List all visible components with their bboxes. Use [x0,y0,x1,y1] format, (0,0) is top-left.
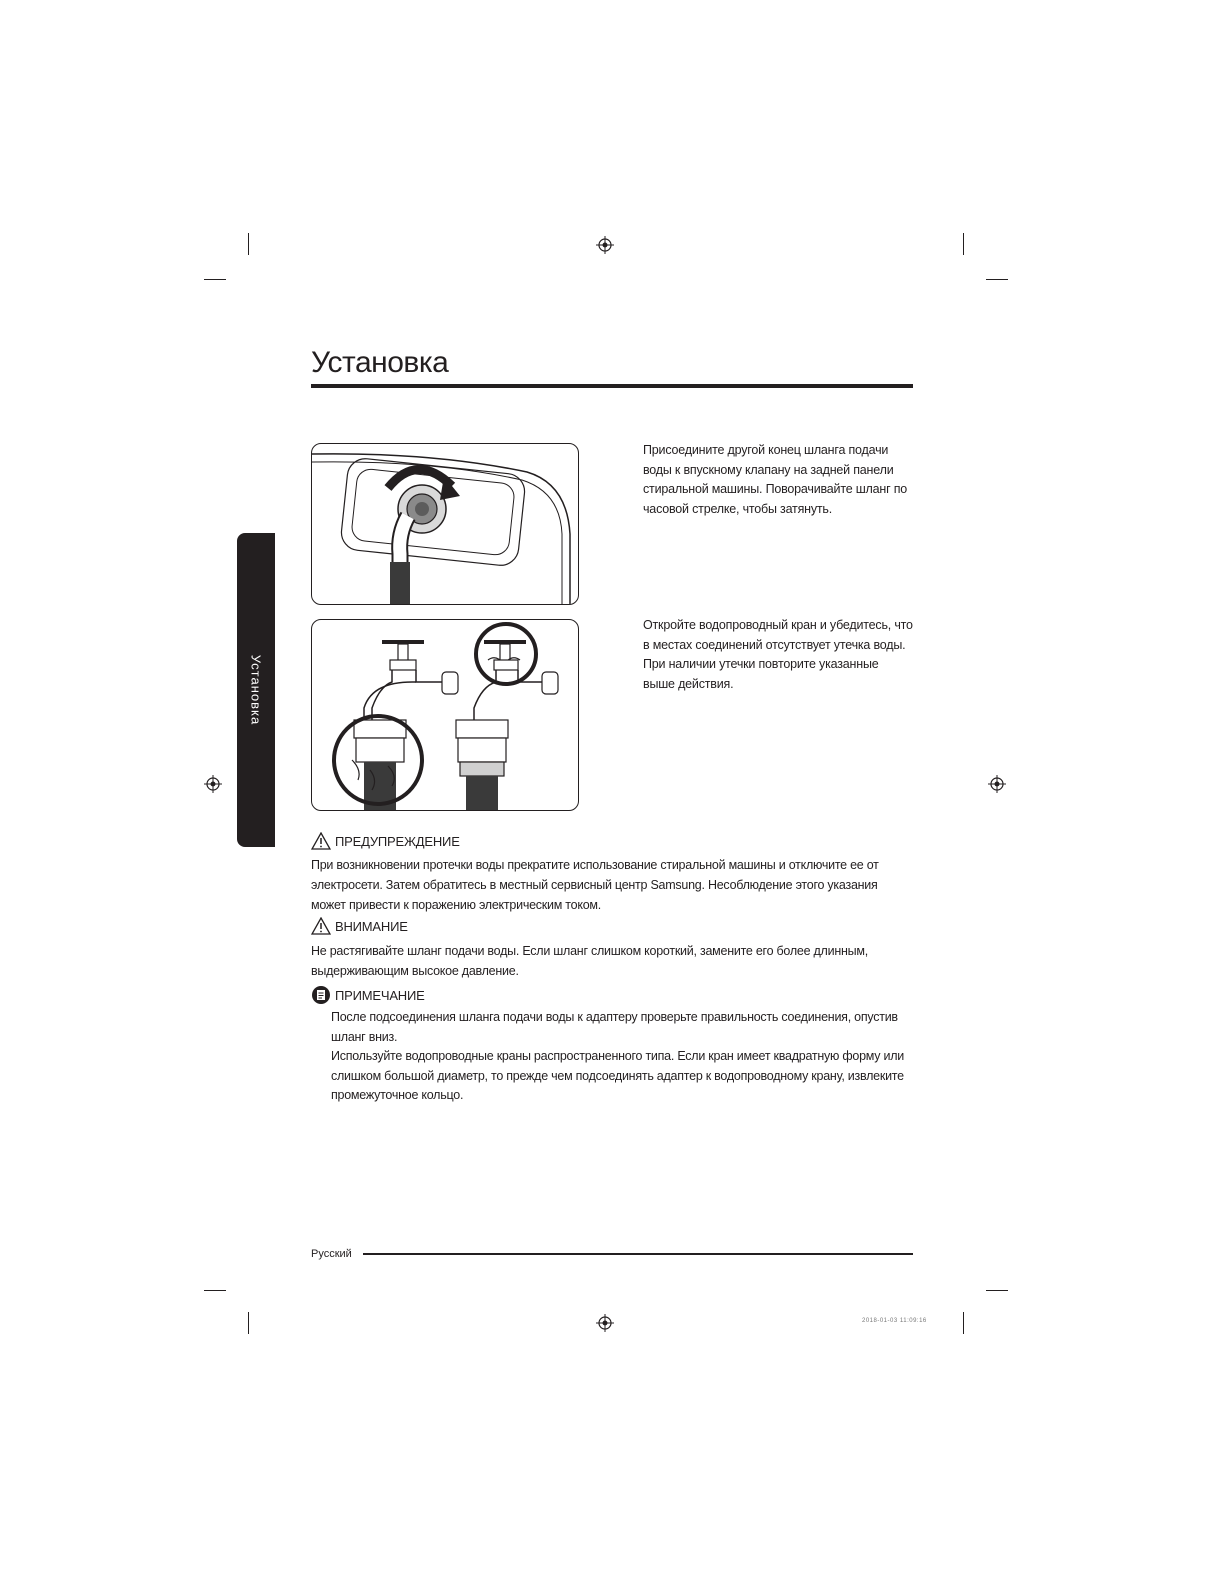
registration-mark-icon [596,1314,614,1332]
note-icon [311,985,331,1005]
note-item: Используйте водопроводные краны распространенного типа. Если кран имеет квадратную форму или слишком большой диаметр, то прежде чем подсоединять адаптер к водопроводному крану, извлеките промежуточное кольцо. [331,1049,905,1102]
note-item: После подсоединения шланга подачи воды к адаптеру проверьте правильность соединения, опустив шланг вниз. [331,1010,898,1044]
warning-title: ПРЕДУПРЕЖДЕНИЕ [335,833,460,849]
caution-heading [311,917,408,935]
print-stamp: 2018-01-03 11:09:16 [862,1318,927,1324]
crop-mark [986,1290,1008,1291]
note-title: ПРИМЕЧАНИЕ [335,987,425,1003]
crop-mark [963,233,964,255]
inlet-valve-illustration [312,444,578,604]
warning-text: При возникновении протечки воды прекратите использование стиральной машины и отключите ее от электросети. Затем обратитесь в местный сервисный центр Samsung. Несоблюдение этого указания может привести к поражению электрическим током. [311,858,879,912]
tap-illustration [312,620,578,810]
crop-mark [986,279,1008,280]
side-tab-label: Установка [248,654,264,726]
crop-mark [204,1290,226,1291]
page-title: Установка [311,346,449,379]
note-heading [311,985,425,1005]
registration-mark-icon [988,775,1006,793]
step-text: Присоедините другой конец шланга подачи воды к впускному клапану на задней панели стиральной машины. Поворачивайте шланг по часовой стрелке, чтобы затянуть. [643,443,908,516]
footer-language: Русский [311,1248,352,1260]
warning-heading [311,832,460,850]
crop-mark [248,1312,249,1334]
footer-rule [363,1253,913,1255]
warning-triangle-icon [311,832,331,850]
registration-mark-icon [204,775,222,793]
step-text: Откройте водопроводный кран и убедитесь, что в местах соединений отсутствует утечка воды. При наличии утечки повторите указанные выше действия. [643,618,913,691]
crop-mark [204,279,226,280]
crop-mark [963,1312,964,1334]
caution-title: ВНИМАНИЕ [335,918,408,934]
figure-inlet-valve [311,443,579,605]
registration-mark-icon [596,236,614,254]
crop-mark [248,233,249,255]
warning-triangle-icon [311,917,331,935]
figure-tap-check [311,619,579,811]
caution-text: Не растягивайте шланг подачи воды. Если шланг слишком короткий, замените его более длинным, выдерживающим высокое давление. [311,944,868,978]
title-rule [311,384,913,388]
